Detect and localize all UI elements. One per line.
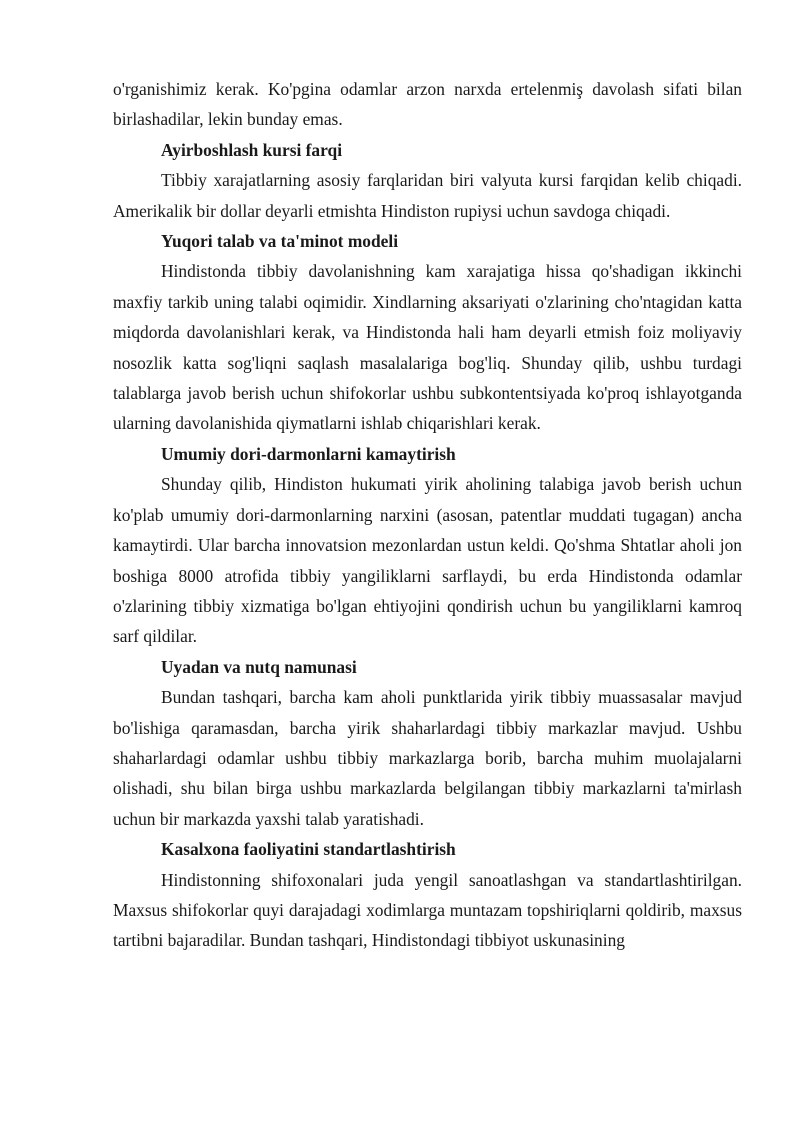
paragraph-hospital-standardization: Hindistonning shifoxonalari juda yengil sanoatlashgan va standartlashtirilgan. Maxsus shifokorlar quyi darajadagi xodimlarga muntazam topshiriqlarni qoldirib, maxsus tartibni bajaradilar. Bundan tashqari, Hindistondagi tibbiyot uskunasining — [113, 869, 742, 951]
section-heading-generic-drugs: Umumiy dori-darmonlarni kamaytirish — [161, 443, 456, 464]
paragraph-hub-model: Bundan tashqari, barcha kam aholi punktlarida yirik tibbiy muassasalar mavjud bo'lishiga qaramasdan, barcha yirik shaharlardagi tibbiy markazlar mavjud. Ushbu shaharlardagi odamlar ushbu tibbiy markazlarga borib, barcha muhim muolajalarni olishadi, shu bilan birga ushbu markazlarda belgilangan tibbiy markazlarni ta'mirlash uchun bir markazda yaxshi talab yaratishadi. — [113, 687, 742, 829]
section-heading-demand-supply: Yuqori talab va ta'minot modeli — [161, 231, 399, 252]
document-page — [113, 74, 742, 956]
section-heading-exchange-rate: Ayirboshlash kursi farqi — [161, 139, 343, 160]
paragraph-generic-drugs: Shunday qilib, Hindiston hukumati yirik aholining talabiga javob berish uchun ko'plab umumiy dori-darmonlarning narxini (asosan, patentlar muddati tugagan) ancha kamaytirdi. Ular barcha innovatsion mezonlardan ustun keldi. Qo'shma Shtatlar aholi jon boshiga 8000 atrofida tibbiy yangiliklarni sarflaydi, bu erda Hindistonda odamlar o'zlarining tibbiy xizmatiga bo'lgan ehtiyojini qondirish uchun bu yangiliklarni kamroq sarf qildilar. — [113, 474, 742, 647]
paragraph-demand-supply: Hindistonda tibbiy davolanishning kam xarajatiga hissa qo'shadigan ikkinchi maxfiy tarkib uning talabi oqimidir. Xindlarning aksariyati o'zlarining cho'ntagidan katta miqdorda davolanishlari kerak, va Hindistonda hali ham deyarli etmish foiz moliyaviy nosozlik katta sog'liqni saqlash masalalariga bog'liq. Shunday qilib, ushbu turdagi talablarga javob berish uchun shifokorlar ushbu subkontentsiyada ko'proq ishlayotganda ularning davolanishida qiymatlarni ishlab chiqarishlari kerak. — [113, 261, 742, 434]
section-heading-hub-model: Uyadan va nutq namunasi — [161, 656, 357, 677]
paragraph-exchange-rate: Tibbiy xarajatlarning asosiy farqlaridan biri valyuta kursi farqidan kelib chiqadi. Amerikalik bir dollar deyarli etmishta Hindiston rupiysi uchun savdoga chiqadi. — [113, 170, 742, 221]
section-heading-hospital-standardization: Kasalxona faoliyatini standartlashtirish — [161, 839, 456, 860]
paragraph-continuation: o'rganishimiz kerak. Ko'pgina odamlar arzon narxda ertelenmiş davolash sifati bilan birlashadilar, lekin bunday emas. — [113, 79, 742, 130]
